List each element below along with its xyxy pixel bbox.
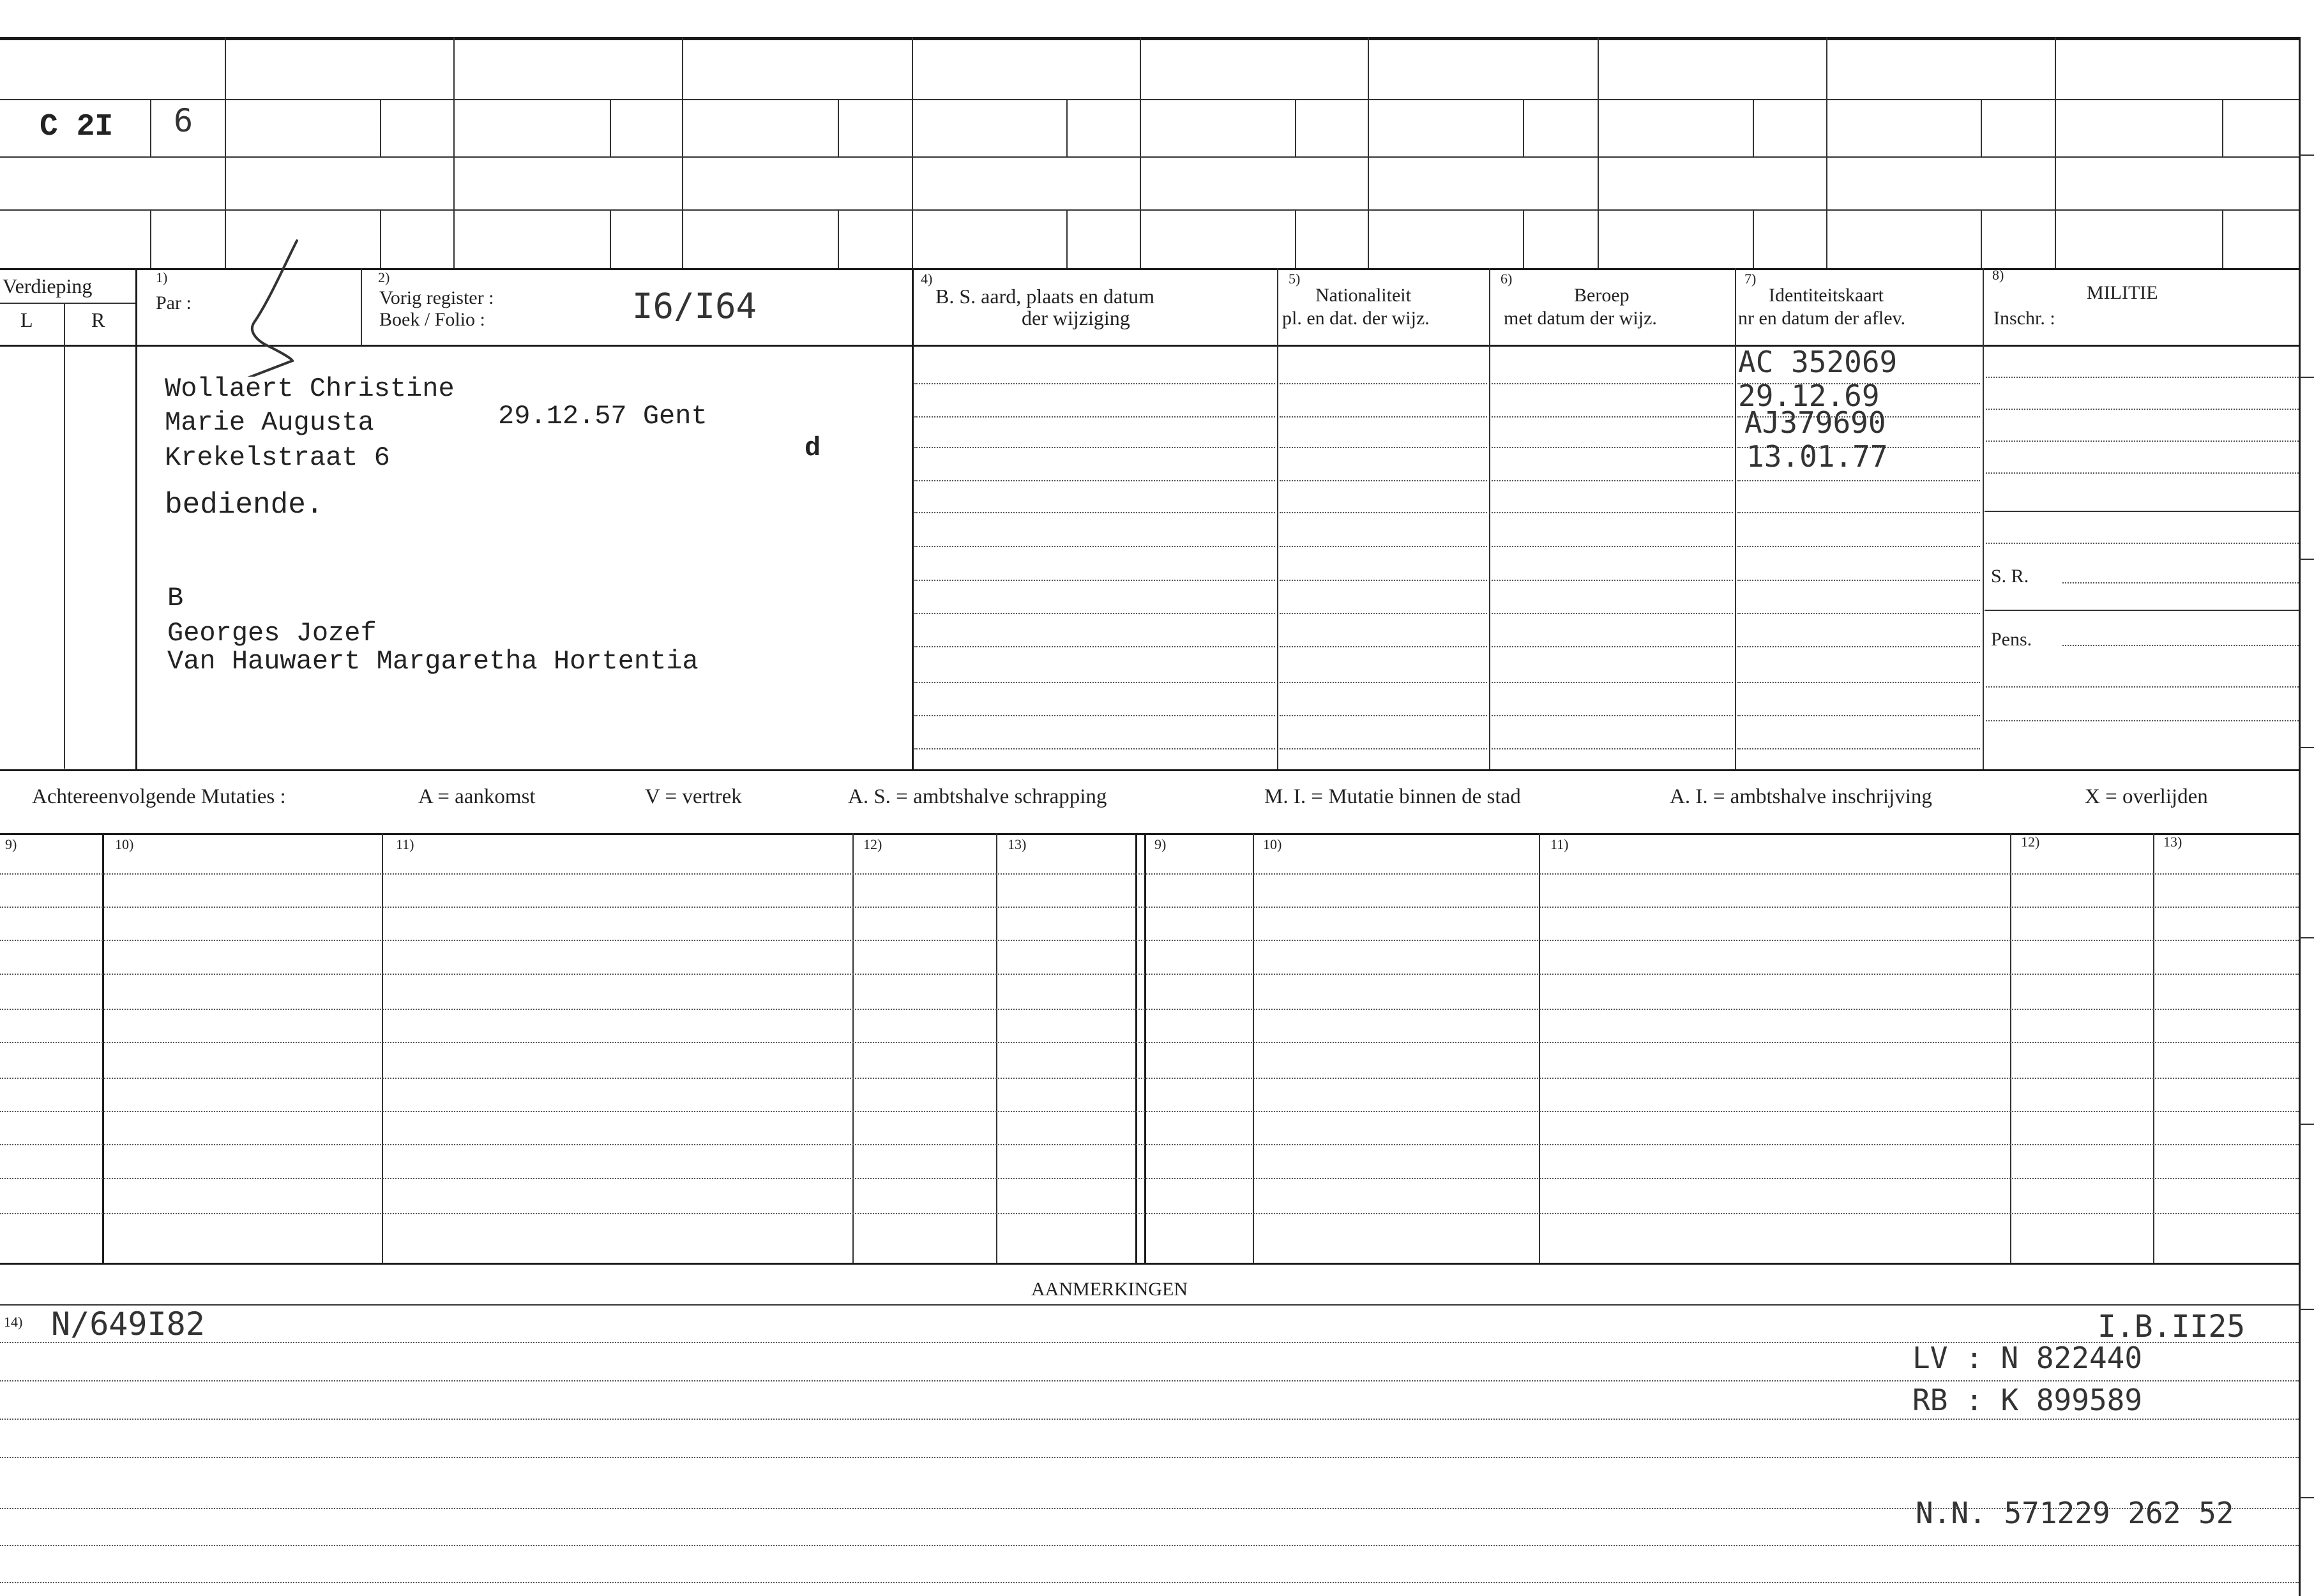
col7-header-line2: nr en datum der aflev. — [1738, 308, 1906, 329]
col5-header-line1: Nationaliteit — [1315, 285, 1411, 306]
person-marker-b: B — [167, 583, 184, 614]
person-address: Krekelstraat 6 — [165, 442, 390, 473]
mut-col-12: 12) — [863, 836, 882, 852]
id-card-line4: 13.01.77 — [1746, 439, 1888, 474]
pens-label: Pens. — [1991, 629, 2032, 650]
person-name: Wollaert Christine — [165, 373, 455, 404]
detail-bottom-rule — [0, 769, 2299, 771]
mut-col-9b: 9) — [1154, 836, 1167, 852]
col4-num: 4) — [921, 271, 933, 287]
floor-l-label: L — [20, 308, 33, 331]
boek-folio-value: I6/I64 — [632, 286, 757, 326]
floor-r-label: R — [91, 308, 105, 331]
col5-header-line2: pl. en dat. der wijz. — [1282, 308, 1430, 329]
col8-num: 8) — [1992, 267, 2004, 283]
mut-col-10: 10) — [115, 836, 134, 852]
remarks-title-rule — [0, 1304, 2299, 1306]
remarks-ref: N/649I82 — [51, 1306, 205, 1343]
col1-num: 1) — [156, 269, 168, 285]
legend-vertrek: V = vertrek — [645, 785, 742, 808]
mut-col-13: 13) — [1008, 836, 1027, 852]
col5-num: 5) — [1289, 271, 1301, 287]
person-given-names: Marie Augusta — [165, 407, 374, 438]
mut-col-9: 9) — [5, 836, 17, 852]
remarks-num: 14) — [4, 1314, 23, 1330]
remarks-title: AANMERKINGEN — [1031, 1279, 1188, 1300]
legend-mutatie-binnen-stad: M. I. = Mutatie binnen de stad — [1264, 785, 1521, 808]
legend-ambtshalve-schrapping: A. S. = ambtshalve schrapping — [848, 785, 1107, 808]
par-handwritten-mark — [236, 233, 306, 377]
person-mark: d — [805, 433, 821, 463]
register-number: 6 — [174, 102, 193, 139]
remarks-ib: I.B.II25 — [2098, 1309, 2246, 1344]
par-label: Par : — [156, 292, 192, 313]
verdieping-label: Verdieping — [3, 275, 93, 297]
mut-col-10b: 10) — [1263, 836, 1282, 852]
col4-header-line1: B. S. aard, plaats en datum — [935, 285, 1155, 308]
mut-col-13b: 13) — [2163, 834, 2182, 850]
mutations-title: Achtereenvolgende Mutaties : — [32, 785, 286, 808]
col7-header-line1: Identiteitskaart — [1769, 285, 1884, 306]
col4-header-line2: der wijziging — [1022, 306, 1130, 329]
id-card-line3: AJ379690 — [1744, 405, 1886, 440]
person-occupation: bediende. — [165, 488, 324, 522]
mut-col-12b: 12) — [2021, 834, 2040, 850]
col6-header-line1: Beroep — [1574, 285, 1630, 306]
col6-header-line2: met datum der wijz. — [1504, 308, 1657, 329]
remarks-rb: RB : K 899589 — [1912, 1383, 2143, 1417]
id-card-line2: 29.12.69 — [1738, 379, 1880, 413]
col7-num: 7) — [1744, 271, 1757, 287]
vorig-register-label: Vorig register : — [379, 287, 494, 308]
boek-folio-label: Boek / Folio : — [379, 309, 485, 330]
legend-aankomst: A = aankomst — [418, 785, 536, 808]
inschr-label: Inschr. : — [1993, 308, 2055, 329]
mut-col-11: 11) — [396, 836, 414, 852]
remarks-lv: LV : N 822440 — [1912, 1341, 2143, 1375]
legend-ambtshalve-inschrijving: A. I. = ambtshalve inschrijving — [1670, 785, 1932, 808]
person-birth: 29.12.57 Gent — [498, 401, 707, 432]
sr-label: S. R. — [1991, 566, 2029, 587]
remarks-nn: N.N. 571229 262 52 — [1916, 1496, 2234, 1530]
person-mother: Van Hauwaert Margaretha Hortentia — [167, 646, 699, 677]
col2-num: 2) — [378, 269, 390, 285]
militie-label: MILITIE — [2087, 282, 2158, 303]
id-card-line1: AC 352069 — [1738, 345, 1898, 379]
register-code: C 2I — [40, 110, 114, 144]
legend-overlijden: X = overlijden — [2085, 785, 2208, 808]
person-father: Georges Jozef — [167, 618, 377, 649]
col6-num: 6) — [1501, 271, 1513, 287]
mut-col-11b: 11) — [1550, 836, 1569, 852]
